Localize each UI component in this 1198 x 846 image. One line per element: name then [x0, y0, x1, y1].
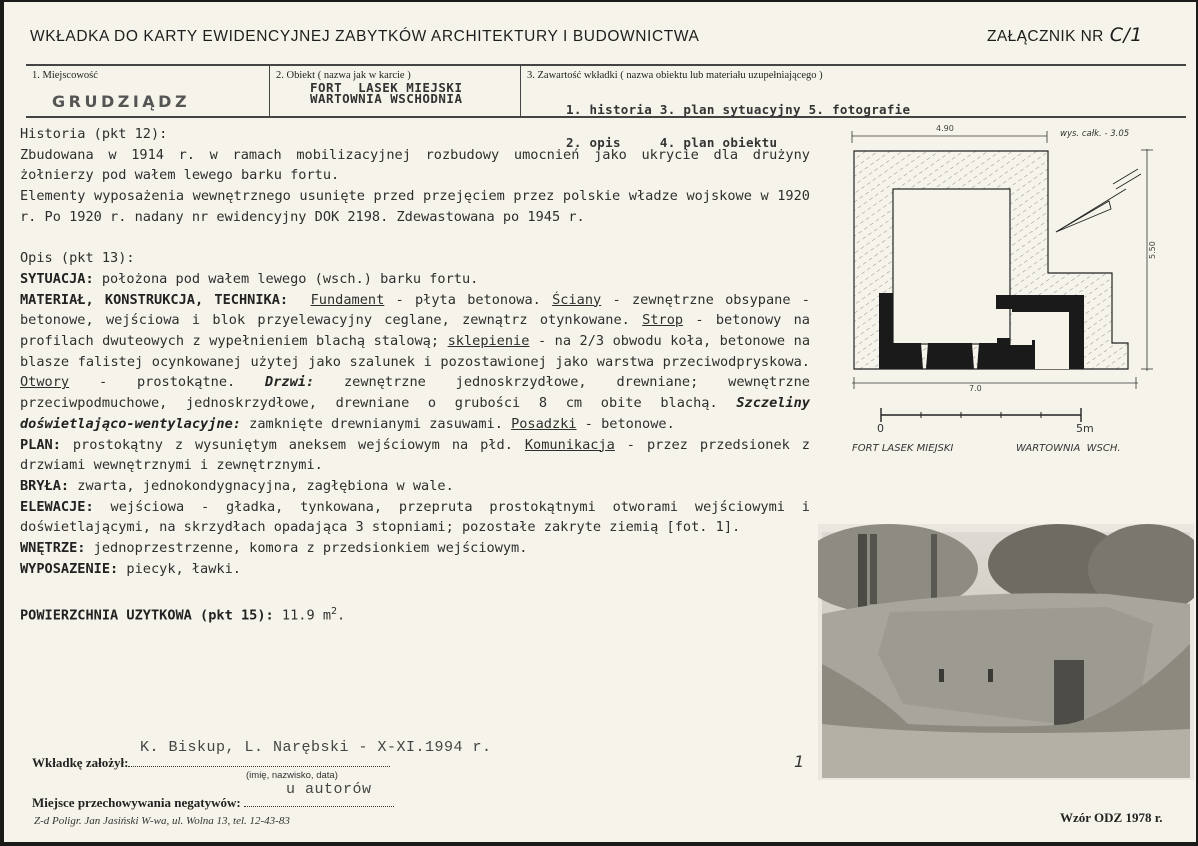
mass-paragraph: [20, 476, 810, 497]
fundament-label: Fundament: [310, 291, 385, 308]
area-paragraph: [20, 602, 810, 626]
contents-label: 3. Zawartość wkładki ( nazwa obiektu lub materiału uzupełniającego ): [527, 70, 823, 81]
object-line-1: FORT LASEK MIEJSKI: [310, 80, 463, 95]
interior-paragraph: [20, 538, 810, 559]
material-label: MATERIAŁ, KONSTRUKCJA, TECHNIKA:: [20, 291, 289, 308]
plan-caption-right: WARTOWNIA WSCH.: [1016, 443, 1121, 454]
mass-label: BRYŁA:: [20, 477, 70, 494]
negatives-line: [32, 795, 394, 811]
annex-value: C/1: [1109, 24, 1143, 46]
material-paragraph: [20, 290, 810, 435]
mass-text: zwarta, jednokondygnacyjna, zagłębiona w wale.: [69, 477, 454, 494]
floor-plan-drawing: [826, 119, 1156, 464]
equipment-text: piecyk, ławki.: [118, 560, 241, 577]
elevations-paragraph: [20, 497, 810, 538]
dim-bottom-label: 7.0: [969, 384, 982, 393]
author-value: K. Biskup, L. Narębski - X-XI.1994 r.: [140, 739, 492, 756]
openings-text: - prostokątne.: [69, 374, 266, 391]
elevations-label: ELEWACJE:: [20, 498, 94, 515]
ceiling-text: - betonowy na profilach dwuteowych z wypełnieniem blachą stalową;: [20, 312, 810, 350]
plan-label: PLAN:: [20, 436, 61, 453]
negatives-label: Miejsce przechowywania negatywów:: [32, 795, 241, 810]
slits-text: zamknięte drewnianymi zasuwami.: [240, 415, 512, 432]
body-text: [20, 124, 810, 626]
history-heading: Historia (pkt 12):: [20, 126, 168, 142]
document-sheet: [4, 2, 1196, 842]
divider: [26, 64, 1186, 66]
communication-text: - przez przedsionek z drzwiami wewnętrznymi i zewnętrznymi.: [20, 436, 810, 474]
vault-label: sklepienie: [447, 333, 530, 350]
object-line-2: WARTOWNIA WSCHODNIA: [310, 91, 463, 106]
area-value: 11.9 m: [273, 607, 332, 624]
openings-label: Otwory: [20, 374, 70, 391]
situation-paragraph: [20, 269, 810, 290]
annex-label: ZAŁĄCZNIK NR: [987, 28, 1104, 45]
contents-line-1: 1. historia 3. plan sytuacyjny 5. fotografie: [566, 102, 911, 117]
doors-label: Drzwi:: [265, 374, 315, 391]
floors-text: - betonowe.: [576, 415, 675, 432]
dim-side-label: 5.50: [1148, 241, 1157, 259]
walls-label: Ściany: [552, 291, 602, 308]
fundament-text: - płyta betonowa.: [384, 291, 553, 308]
interior-label: WNĘTRZE:: [20, 540, 86, 557]
negatives-value: u autorów: [286, 781, 372, 798]
author-hint: (imię, nazwisko, data): [246, 770, 338, 781]
area-superscript: 2: [331, 606, 338, 618]
floors-label: Posadzki: [511, 415, 577, 432]
author-label: Wkładkę założył:: [32, 755, 129, 770]
ceiling-label: Strop: [642, 312, 684, 329]
slits-label: Szczeliny doświetlająco-wentylacyjne:: [20, 395, 810, 432]
equipment-paragraph: [20, 559, 810, 580]
scale-start: 0: [877, 422, 884, 435]
locality-value: GRUDZIĄDZ: [52, 92, 191, 111]
area-end: .: [337, 607, 346, 624]
floor-plan-svg: [826, 119, 1156, 464]
photo-image: [818, 524, 1194, 780]
template-note: Wzór ODZ 1978 r.: [1060, 810, 1163, 825]
plan-text: prostokątny z wysuniętym aneksem wejściowym na płd.: [60, 436, 525, 453]
situation-text: położona pod wałem lewego (wsch.) barku fortu.: [93, 270, 479, 287]
printer-info: Z-d Poligr. Jan Jasiński W-wa, ul. Wolna 13, tel. 12-43-83: [34, 815, 290, 827]
object-label: 2. Obiekt ( nazwa jak w karcie ): [276, 70, 411, 81]
interior-text: jednoprzestrzenne, komora z przedsionkiem wejściowym.: [85, 540, 528, 557]
walls-text: - zewnętrzne obsypane - betonowe, wejściowa i blok przyelewacyjny ceglane, zewnątrz otynkowane.: [20, 291, 810, 329]
equipment-label: WYPOSAZENIE:: [20, 560, 119, 577]
plan-paragraph: [20, 435, 810, 476]
history-paragraph-1: Zbudowana w 1914 r. w ramach mobilizacyjnej rozbudowy umocnień jako ukrycie dla drużyny żołnierzy pod wałem lewego barku fortu.: [20, 146, 810, 184]
communication-label: Komunikacja: [524, 436, 615, 453]
history-paragraph-2: Elementy wyposażenia wewnętrznego usunięte przed przejęciem przez polskie władze wojskowe w 1920 r. Po 1920 r. nadany nr ewidencyjny DOK 2198. Zdewastowana po 1945 r.: [20, 188, 810, 225]
scale-end: 5m: [1076, 422, 1094, 435]
bunker-photo: [818, 524, 1194, 780]
contents-line-2: 2. opis 4. plan obiektu: [566, 135, 778, 150]
locality-label: 1. Miejscowość: [32, 70, 98, 81]
object-name: [310, 82, 463, 104]
plan-caption-left: FORT LASEK MIEJSKI: [852, 443, 954, 454]
area-label: POWIERZCHNIA UZYTKOWA (pkt 15):: [20, 607, 274, 624]
height-note: wys. całk. - 3.05: [1060, 129, 1130, 139]
divider: [269, 65, 270, 116]
author-line: [32, 755, 390, 771]
description-heading: Opis (pkt 13):: [20, 250, 135, 267]
situation-label: SYTUACJA:: [20, 270, 94, 287]
doors-text: zewnętrzne jednoskrzydłowe, drewniane; wewnętrzne przeciwpodmuchowe, jednoskrzydłowe, drewniane o grubości 8 cm obite blachą.: [20, 374, 810, 412]
annex-number: [987, 24, 1143, 46]
divider: [520, 65, 521, 116]
photo-number: 1: [794, 752, 805, 771]
document-title: WKŁADKA DO KARTY EWIDENCYJNEJ ZABYTKÓW ARCHITEKTURY I BUDOWNICTWA: [30, 28, 700, 45]
vault-text: - na 2/3 obwodu koła, betonowe na blaszе falistej ocynkowanej użytej jako szalunek i pozostawionej jako warstwa przeciwodpryskowa.: [20, 333, 811, 370]
elevations-text: wejściowa - gładka, tynkowana, przepruta prostokątnymi otworami wejściowymi i doświetlającymi, na skrzydłach opadająca 3 stopniami; pozostałe zakryte ziemią [fot. 1].: [20, 498, 810, 536]
dim-top-label: 4.90: [936, 124, 954, 133]
